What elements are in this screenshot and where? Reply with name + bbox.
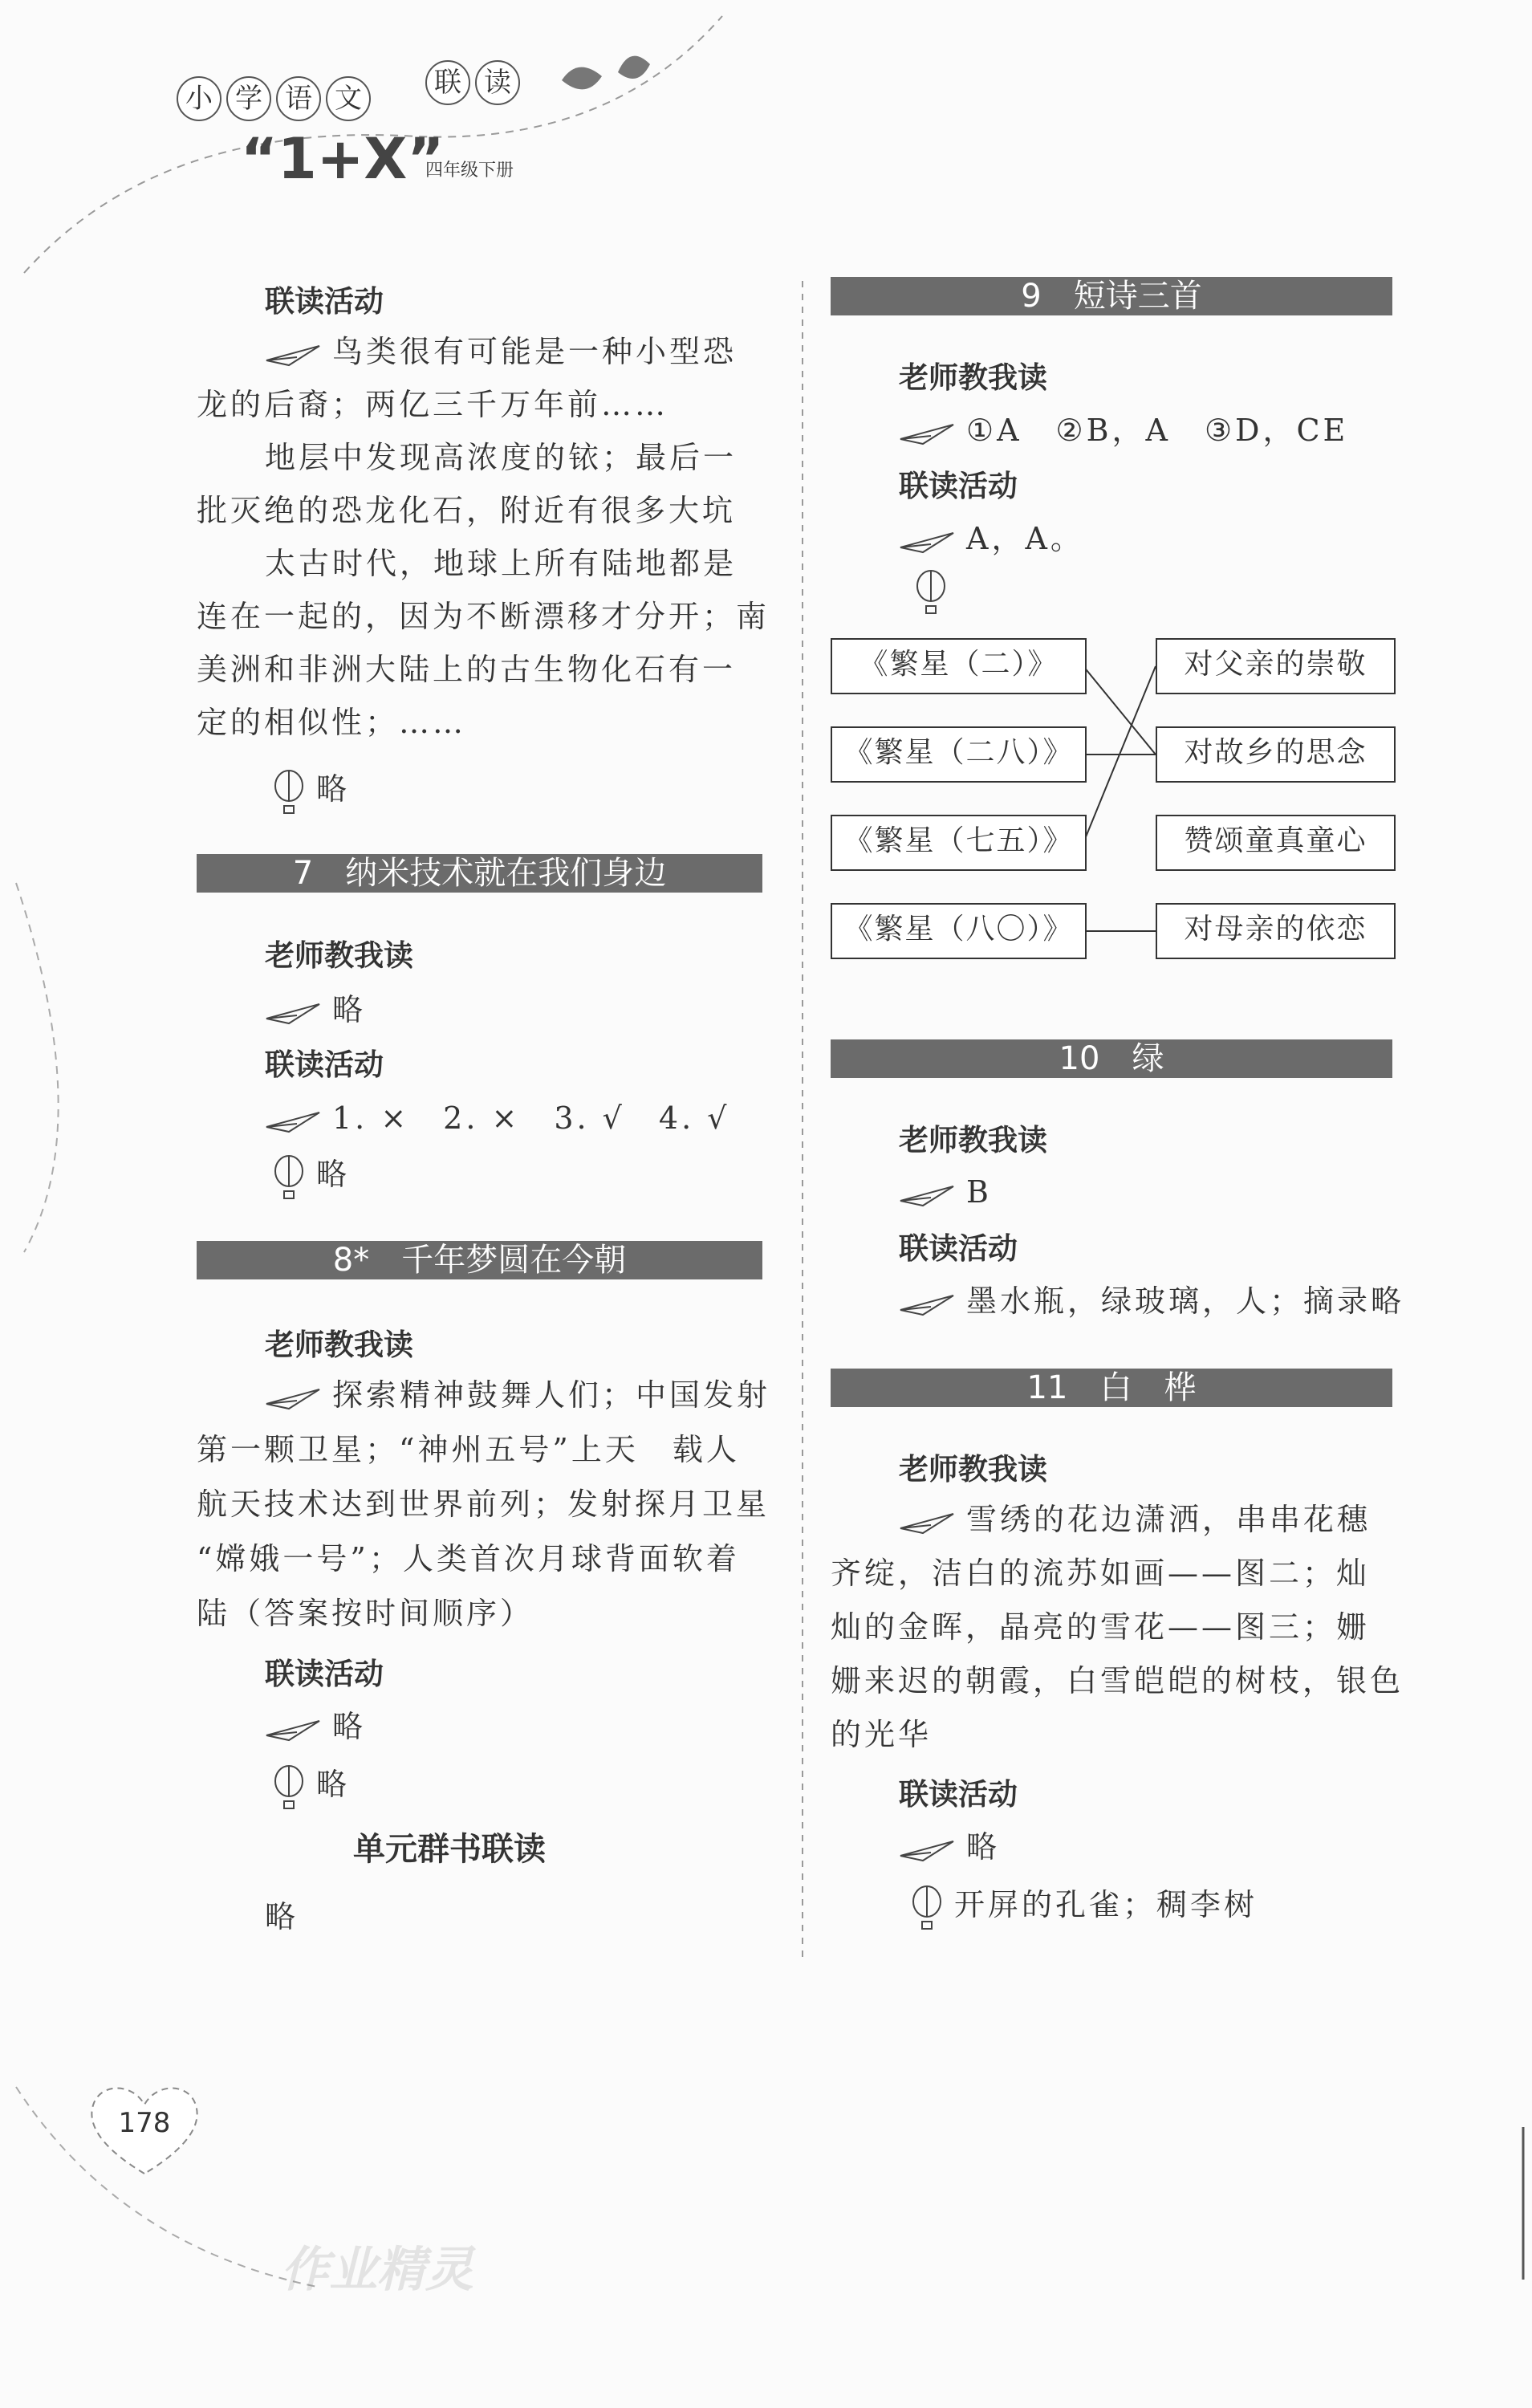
- text-line: 航天技术达到世界前列；发射探月卫星: [197, 1487, 770, 1522]
- paper-plane-icon: [899, 1183, 955, 1207]
- paper-plane-icon: [265, 343, 321, 367]
- answer-line: [899, 404, 1348, 457]
- text-line: 批灭绝的恐龙化石，附近有很多大坑: [197, 493, 737, 528]
- text: 鸟类很有可能是一种小型恐: [332, 334, 738, 369]
- text-line: 灿的金晖，晶亮的雪花——图三；姗: [831, 1609, 1371, 1645]
- section-head: 联读活动: [899, 469, 1018, 503]
- text: 略: [316, 1157, 351, 1192]
- s8-answer: [197, 1369, 771, 1641]
- section-bar: 7 纳米技术就在我们身边: [197, 854, 762, 893]
- balloon-icon: [273, 770, 305, 815]
- text: A，A。: [966, 521, 1084, 556]
- text: 略: [332, 1709, 367, 1744]
- text-line: 连在一起的，因为不断漂移才分开；南: [197, 599, 770, 634]
- section-head: 联读活动: [265, 1047, 384, 1082]
- answer-line: [899, 1820, 1000, 1873]
- section-head: 老师教我读: [265, 1328, 413, 1362]
- paper-plane-icon: [899, 1292, 955, 1316]
- logo-1x: “1+X”: [241, 126, 445, 192]
- poem-box: 《繁星（八〇）》: [831, 903, 1087, 959]
- section-bar: 10 绿: [831, 1039, 1392, 1078]
- section-head: 联读活动: [265, 284, 384, 319]
- text-line: 地层中发现高浓度的铱；最后一: [265, 440, 738, 475]
- balloon-icon: [915, 570, 947, 615]
- section-head: 老师教我读: [899, 360, 1047, 395]
- section-head: 联读活动: [899, 1231, 1018, 1266]
- text-line: [899, 1493, 1371, 1546]
- balloon-icon: [911, 1885, 943, 1930]
- section-bar: 8* 千年梦圆在今朝: [197, 1241, 762, 1279]
- text-line: 的光华: [831, 1717, 933, 1752]
- text-line: 定的相似性；……: [197, 705, 467, 740]
- text-line: 姗来迟的朝霞，白雪皑皑的树枝，银色: [831, 1663, 1404, 1698]
- section-head: 老师教我读: [899, 1123, 1047, 1157]
- s1-answer: [197, 325, 770, 775]
- text-line: 龙的后裔；两亿三千万年前……: [197, 387, 669, 422]
- theme-box: 赞颂童真童心: [1156, 815, 1396, 871]
- title-char: 学: [226, 76, 271, 121]
- header-title: [177, 76, 371, 121]
- section-bar: 9 短诗三首: [831, 277, 1392, 315]
- text-line: 齐绽，洁白的流苏如画——图二；灿: [831, 1556, 1371, 1591]
- text-line: [265, 1369, 770, 1422]
- text: 1. × 2. × 3. √ 4. √: [332, 1100, 730, 1136]
- text: 开屏的孔雀；稠李树: [954, 1887, 1258, 1922]
- paper-plane-icon: [265, 1001, 321, 1025]
- poem-box: 《繁星（二）》: [831, 638, 1087, 694]
- header-liandu: [425, 60, 520, 105]
- s11-answer: [831, 1493, 1404, 1766]
- theme-box: 对父亲的崇敬: [1156, 638, 1396, 694]
- balloon-icon: [273, 1155, 305, 1200]
- text-line: 陆（答案按时间顺序）: [197, 1596, 534, 1631]
- text: 略: [332, 992, 367, 1027]
- liandu-char: 联: [425, 60, 470, 105]
- paper-plane-icon: [899, 421, 955, 445]
- text: 略: [316, 771, 351, 807]
- text-line: 第一颗卫星；“神州五号”上天 载人: [197, 1432, 740, 1467]
- liandu-char: 读: [475, 60, 520, 105]
- header-logo: [177, 67, 514, 205]
- balloon-icon: [273, 1765, 305, 1810]
- text-line: 美洲和非洲大陆上的古生物化石有一: [197, 652, 737, 687]
- section-head: 联读活动: [899, 1777, 1018, 1812]
- unit-title: 单元群书联读: [353, 1831, 546, 1868]
- answer-line: [265, 1700, 366, 1753]
- answer-line: [899, 512, 1084, 565]
- balloon-answer: [273, 763, 350, 816]
- text: 雪绣的花边潇洒，串串花穗: [966, 1502, 1371, 1537]
- watermark: 作业精灵: [281, 2242, 473, 2298]
- paper-plane-icon: [899, 1838, 955, 1862]
- text: 略: [316, 1767, 351, 1802]
- balloon-answer: [273, 1148, 350, 1201]
- text: 略: [966, 1829, 1001, 1865]
- balloon-answer: [911, 1878, 1258, 1931]
- grade-label: 四年级下册: [425, 161, 514, 181]
- balloon-answer: [273, 1758, 350, 1811]
- unit-answer: 略: [265, 1899, 299, 1934]
- answer-line: [265, 1092, 729, 1145]
- section-head: 老师教我读: [265, 938, 413, 973]
- paper-plane-icon: [899, 530, 955, 554]
- page-number: 178: [118, 2107, 171, 2139]
- section-bar: 11 白 桦: [831, 1369, 1392, 1407]
- title-char: 语: [276, 76, 321, 121]
- title-char: 文: [326, 76, 371, 121]
- text: 探索精神鼓舞人们；中国发射: [332, 1377, 771, 1413]
- poem-box: 《繁星（七五）》: [831, 815, 1087, 871]
- text-line: 太古时代，地球上所有陆地都是: [265, 546, 738, 581]
- paper-plane-icon: [265, 1386, 321, 1410]
- section-head: 老师教我读: [899, 1452, 1047, 1487]
- paper-plane-icon: [265, 1718, 321, 1742]
- title-char: 小: [177, 76, 221, 121]
- text: ①A ②B，A ③D，CE: [966, 413, 1349, 448]
- theme-box: 对故乡的思念: [1156, 726, 1396, 783]
- paper-plane-icon: [899, 1511, 955, 1535]
- matching-lines: [1083, 638, 1156, 959]
- text-line: “嫦娥一号”；人类首次月球背面软着: [197, 1541, 740, 1576]
- section-head: 联读活动: [265, 1657, 384, 1691]
- theme-box: 对母亲的依恋: [1156, 903, 1396, 959]
- answer-line: [899, 1165, 992, 1218]
- text-line: [265, 325, 737, 378]
- text: 墨水瓶，绿玻璃，人；摘录略: [966, 1283, 1405, 1319]
- answer-line: [899, 1275, 1404, 1328]
- poem-box: 《繁星（二八）》: [831, 726, 1087, 783]
- answer-line: [265, 983, 366, 1036]
- text: B: [966, 1174, 992, 1210]
- paper-plane-icon: [265, 1109, 321, 1133]
